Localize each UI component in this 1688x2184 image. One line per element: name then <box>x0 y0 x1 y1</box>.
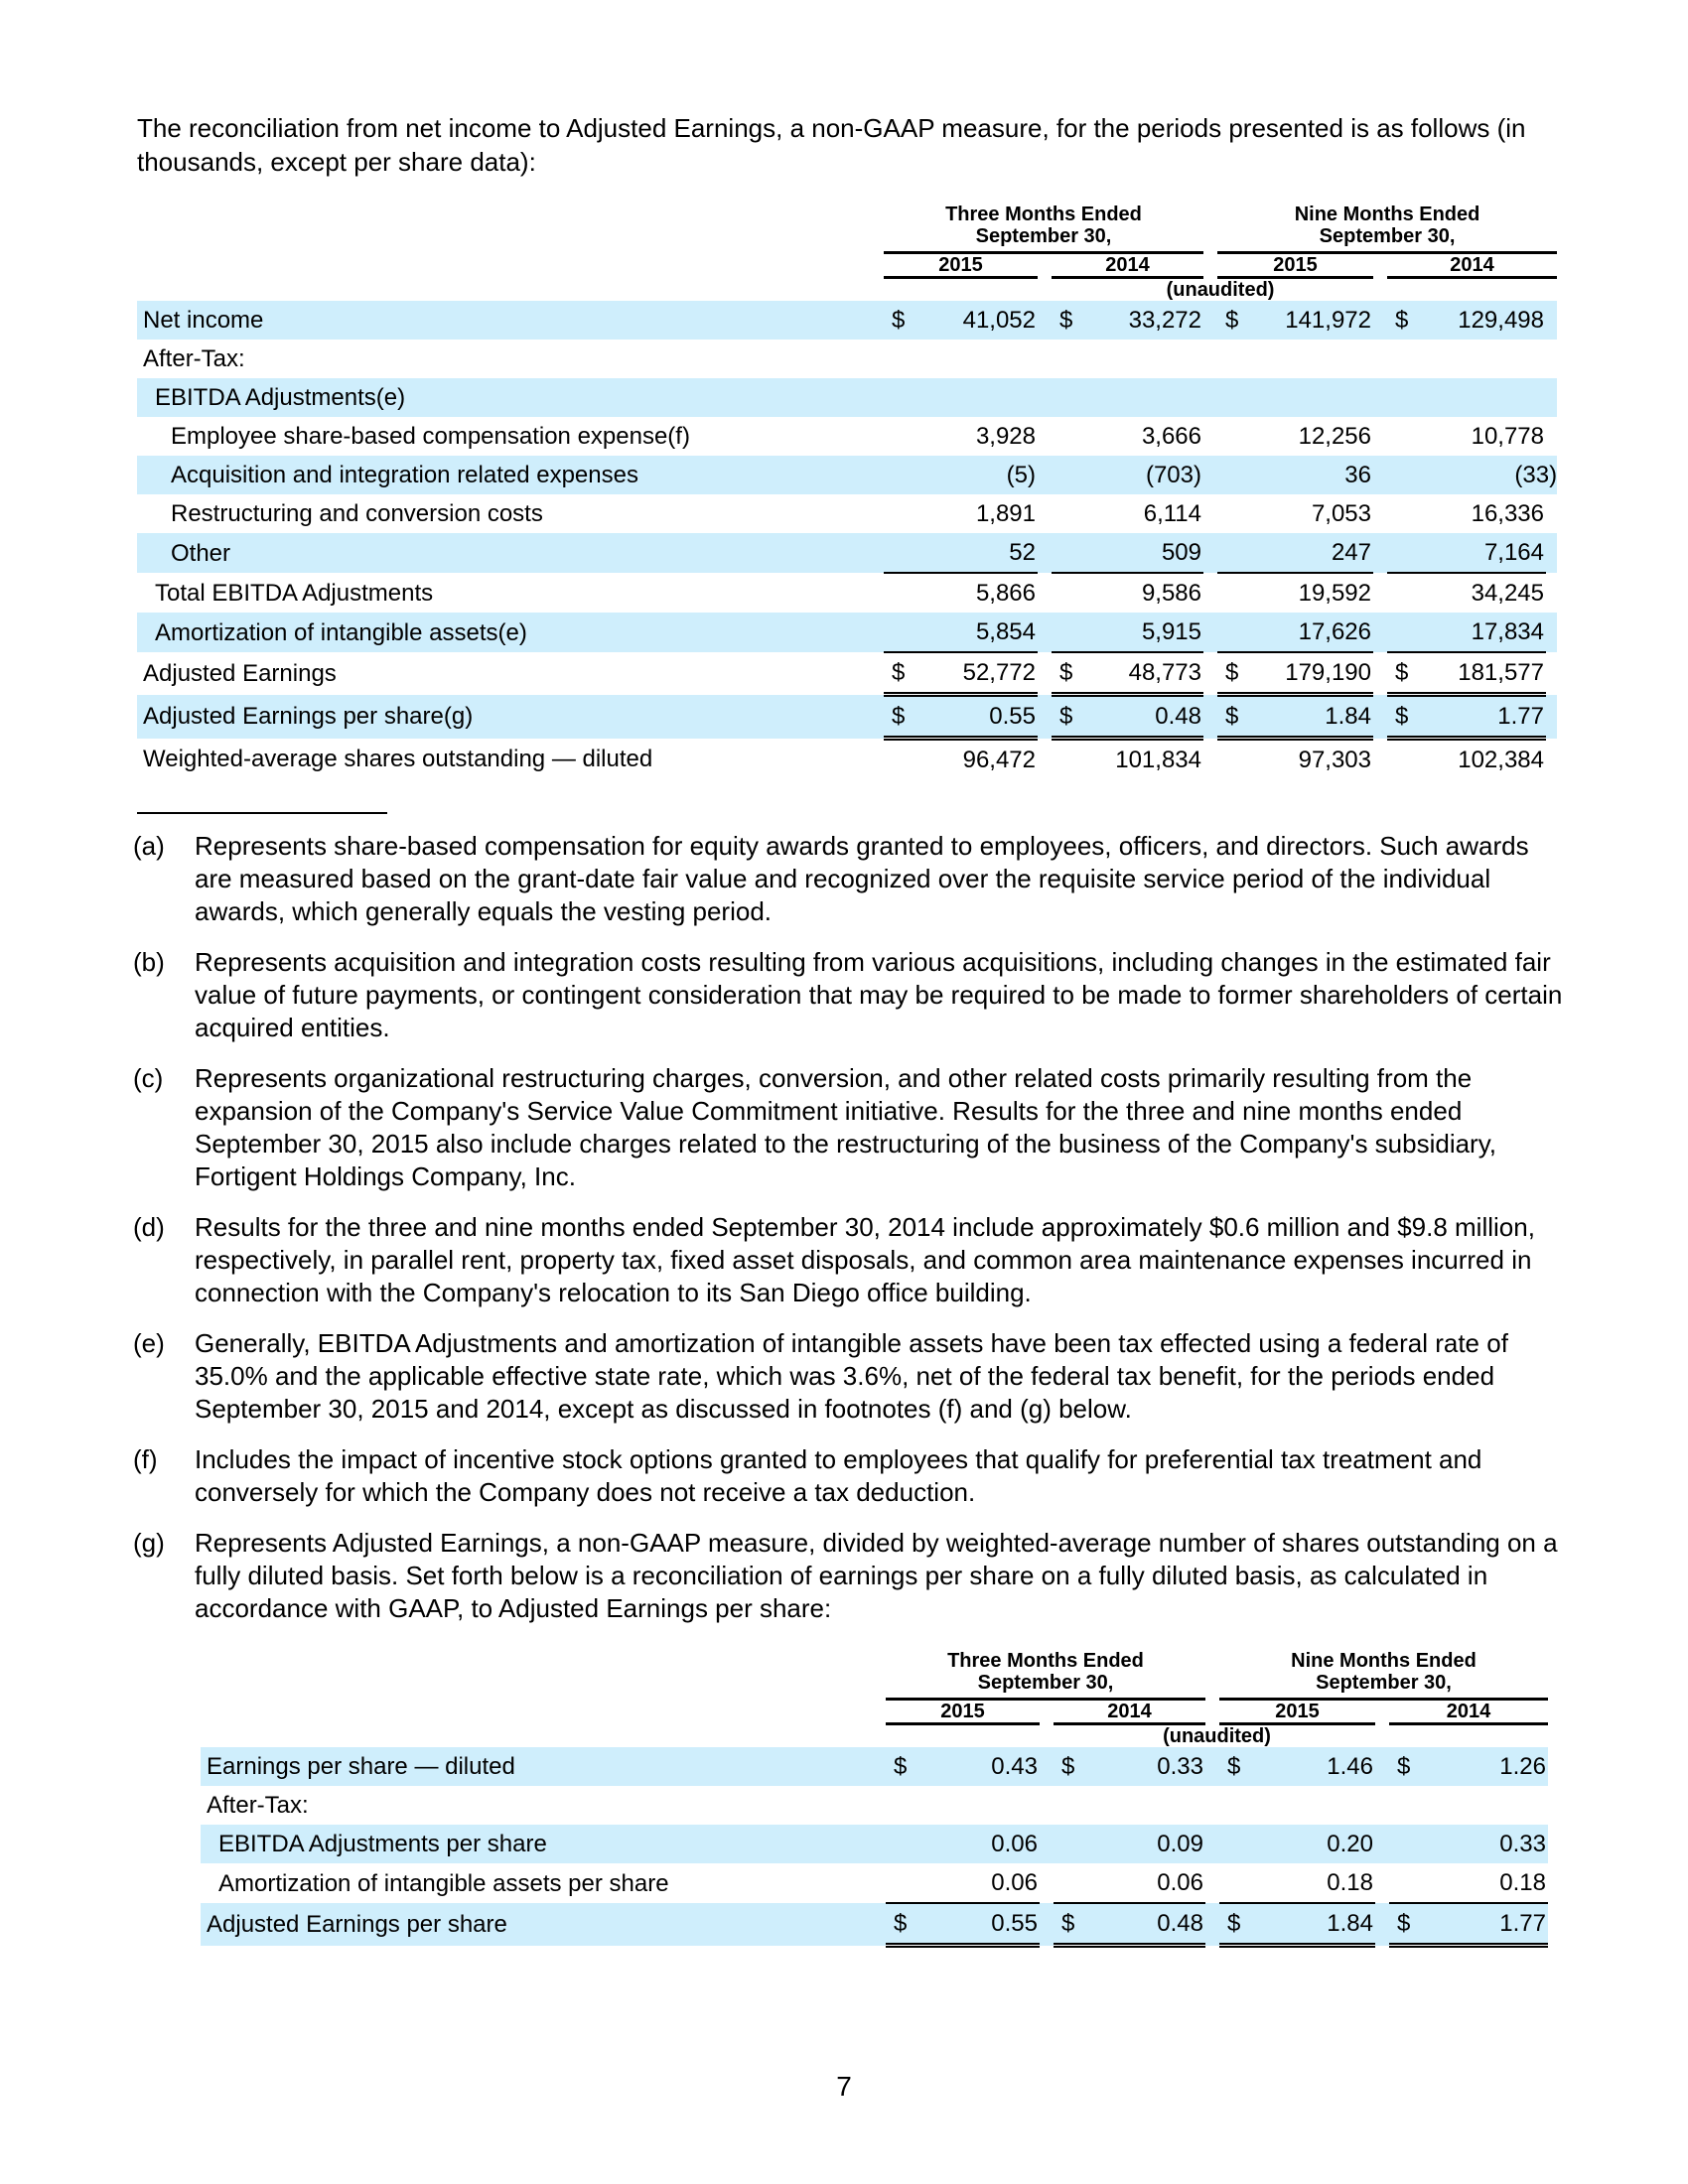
row-label: Amortization of intangible assets per share <box>218 1869 669 1897</box>
table-row <box>137 739 1557 780</box>
table-row <box>201 1863 1548 1903</box>
table-row <box>137 456 1557 494</box>
header-year: 2015 <box>1217 253 1373 278</box>
cell-value: 0.33 <box>1083 1747 1205 1786</box>
currency-symbol: $ <box>1387 652 1417 695</box>
footnote-text: Includes the impact of incentive stock options granted to employees that qualify for preferential tax treatment and conversely for which the Company does not receive a tax deduction. <box>195 1444 1482 1507</box>
footnote-label: (a) <box>133 831 165 861</box>
footnote <box>133 1527 1563 1625</box>
currency-symbol: $ <box>1052 301 1081 340</box>
currency-symbol: $ <box>1052 652 1081 695</box>
row-label: Net income <box>137 301 884 340</box>
footnote <box>133 1327 1563 1426</box>
table-row <box>137 573 1557 613</box>
table-row <box>137 652 1557 695</box>
currency-symbol: $ <box>884 652 914 695</box>
row-label: After-Tax: <box>207 1792 309 1819</box>
header-year: 2014 <box>1054 1700 1205 1724</box>
header-unaudited: (unaudited) <box>1163 1725 1271 1747</box>
footnote-divider <box>137 812 387 814</box>
cell-value: 0.18 <box>1499 1869 1546 1896</box>
footnote-label: (f) <box>133 1444 158 1474</box>
cell-value: 1.77 <box>1419 1903 1548 1946</box>
cell-value: 0.20 <box>1249 1825 1375 1863</box>
row-label: Weighted-average shares outstanding — diluted <box>143 745 653 772</box>
cell-value: 41,052 <box>914 301 1038 340</box>
header-year: 2015 <box>886 1700 1040 1724</box>
header-year: 2014 <box>1389 1700 1548 1724</box>
table-row <box>201 1747 1548 1786</box>
row-label: Other <box>137 533 884 573</box>
row-label: Acquisition and integration related expenses <box>137 456 884 494</box>
row-label: Restructuring and conversion costs <box>171 500 543 527</box>
header-year: 2014 <box>1052 253 1203 278</box>
row-label: Earnings per share — diluted <box>201 1747 886 1786</box>
cell-value: 9,586 <box>1081 573 1203 613</box>
currency-symbol: $ <box>1389 1903 1419 1946</box>
cell-value: 1.84 <box>1249 1903 1375 1946</box>
footnote-text: Represents share-based compensation for equity awards granted to employees, officers, and directors. Such awards are measured based on the grant-date fair value and recognized over the requisite service period of the individual awards, which generally equals the vesting period. <box>195 831 1529 926</box>
row-label: EBITDA Adjustments(e) <box>137 378 884 417</box>
cell-value: 52,772 <box>914 652 1038 695</box>
header-year: 2014 <box>1387 253 1557 278</box>
table-row <box>137 417 1557 456</box>
eps-reconciliation-table <box>201 1650 1548 1948</box>
cell-value: 36 <box>1247 456 1373 494</box>
intro-paragraph: The reconciliation from net income to Adjusted Earnings, a non-GAAP measure, for the periods presented is as follows (in thousands, except per share data): <box>137 113 1526 177</box>
header-year: 2015 <box>884 253 1038 278</box>
cell-value: 52 <box>914 533 1038 573</box>
currency-symbol: $ <box>1219 1903 1249 1946</box>
cell-value: 1.46 <box>1249 1747 1375 1786</box>
currency-symbol: $ <box>1054 1747 1083 1786</box>
cell-value: 3,666 <box>1141 423 1201 450</box>
table-row <box>201 1903 1548 1946</box>
cell-value: 0.09 <box>1083 1825 1205 1863</box>
footnotes <box>133 830 1563 1643</box>
footnote-text: Generally, EBITDA Adjustments and amortization of intangible assets have been tax effected using a federal rate of 35.0% and the applicable effective state rate, which was 3.6%, net of the federal tax benefit, for the periods ended September 30, 2015 and 2014, except as discussed in footnotes (f) and (g) below. <box>195 1328 1508 1424</box>
footnote-label: (c) <box>133 1063 164 1093</box>
footnote-label: (e) <box>133 1328 165 1358</box>
row-label: Adjusted Earnings per share <box>201 1903 886 1946</box>
row-label: Total EBITDA Adjustments <box>155 579 434 607</box>
cell-value: 0.48 <box>1083 1903 1205 1946</box>
table-row <box>201 1786 1548 1825</box>
row-label: After-Tax: <box>143 345 245 372</box>
table-row <box>137 378 1557 417</box>
cell-value: 96,472 <box>962 747 1036 773</box>
row-label: Adjusted Earnings per share(g) <box>137 695 884 739</box>
row-label: Amortization of intangible assets(e) <box>137 613 884 652</box>
cell-value: 0.55 <box>914 695 1038 739</box>
footnote <box>133 1211 1563 1309</box>
currency-symbol: $ <box>884 301 914 340</box>
footnote-text: Represents acquisition and integration costs resulting from various acquisitions, including changes in the estimated fair value of future payments, or contingent consideration that may be required to be made to former shareholders of certain acquired entities. <box>195 947 1563 1042</box>
header-three-months: Three Months Ended September 30, <box>886 1650 1205 1700</box>
footnote-text: Represents organizational restructuring charges, conversion, and other related costs primarily resulting from the expansion of the Company's Service Value Commitment initiative. Results for the three and nine months ended September 30, 2015 also include charges related to the restructuring of the business of the Company's subsidiary, Fortigent Holdings Company, Inc. <box>195 1063 1497 1191</box>
footnote <box>133 830 1563 928</box>
cell-value: 129,498 <box>1417 301 1546 340</box>
row-label: Adjusted Earnings <box>143 659 337 687</box>
currency-symbol: $ <box>886 1903 915 1946</box>
cell-value: 101,834 <box>1115 747 1201 773</box>
currency-symbol: $ <box>1217 301 1247 340</box>
row-label: EBITDA Adjustments per share <box>201 1825 886 1863</box>
cell-value: 1.77 <box>1417 695 1546 739</box>
table-row <box>137 613 1557 652</box>
cell-value: 0.18 <box>1327 1869 1373 1896</box>
cell-value: 0.55 <box>915 1903 1040 1946</box>
cell-value: 6,114 <box>1143 500 1201 527</box>
cell-value: 97,303 <box>1298 747 1371 773</box>
cell-value: 7,164 <box>1417 533 1546 573</box>
footnote-text: Represents Adjusted Earnings, a non-GAAP measure, divided by weighted-average number of shares outstanding on a fully diluted basis. Set forth below is a reconciliation of earnings per share on a fully diluted basis, as calculated in accordance with GAAP, to Adjusted Earnings per share: <box>195 1528 1558 1623</box>
cell-value: 1.26 <box>1419 1747 1548 1786</box>
footnote-label: (b) <box>133 947 165 977</box>
cell-value: 1.84 <box>1247 695 1373 739</box>
currency-symbol: $ <box>886 1747 915 1786</box>
cell-value: 48,773 <box>1081 652 1203 695</box>
cell-value: 0.06 <box>1157 1869 1203 1896</box>
cell-value: 102,384 <box>1458 747 1544 773</box>
cell-value: 3,928 <box>975 423 1036 450</box>
table-row <box>137 340 1557 378</box>
cell-value: 1,891 <box>975 500 1036 527</box>
cell-value: 5,854 <box>914 613 1038 652</box>
cell-value: 5,866 <box>914 573 1038 613</box>
cell-value: 34,245 <box>1417 573 1546 613</box>
cell-value: 17,626 <box>1247 613 1373 652</box>
page-number: 7 <box>836 2071 852 2102</box>
cell-value: 0.48 <box>1081 695 1203 739</box>
cell-value: 12,256 <box>1298 423 1371 450</box>
cell-value: 16,336 <box>1471 500 1544 527</box>
currency-symbol: $ <box>1052 695 1081 739</box>
cell-value: 509 <box>1081 533 1203 573</box>
header-unaudited: (unaudited) <box>1166 279 1275 301</box>
currency-symbol: $ <box>1217 652 1247 695</box>
currency-symbol: $ <box>1219 1747 1249 1786</box>
cell-value: 33,272 <box>1081 301 1203 340</box>
currency-symbol: $ <box>1217 695 1247 739</box>
footnote <box>133 946 1563 1044</box>
cell-value: (5) <box>914 456 1038 494</box>
cell-value: (703) <box>1081 456 1203 494</box>
currency-symbol: $ <box>1387 695 1417 739</box>
table-row <box>137 533 1557 573</box>
cell-value: 247 <box>1247 533 1373 573</box>
cell-value: 7,053 <box>1311 500 1371 527</box>
currency-symbol: $ <box>1054 1903 1083 1946</box>
footnote <box>133 1062 1563 1193</box>
cell-value: 179,190 <box>1247 652 1373 695</box>
header-nine-months: Nine Months Ended September 30, <box>1217 204 1557 253</box>
cell-value: 17,834 <box>1417 613 1546 652</box>
currency-symbol: $ <box>1389 1747 1419 1786</box>
table-row <box>201 1825 1548 1863</box>
cell-value: 5,915 <box>1081 613 1203 652</box>
table-row <box>137 695 1557 739</box>
footnote <box>133 1443 1563 1509</box>
cell-value: 141,972 <box>1247 301 1373 340</box>
cell-value: 181,577 <box>1417 652 1546 695</box>
header-nine-months: Nine Months Ended September 30, <box>1219 1650 1548 1700</box>
row-label: Employee share-based compensation expense(f) <box>171 423 690 450</box>
cell-value: 19,592 <box>1247 573 1373 613</box>
footnote-text: Results for the three and nine months ended September 30, 2014 include approximately $0.6 million and $9.8 million, respectively, in parallel rent, property tax, fixed asset disposals, and common area maintenance expenses incurred in connection with the Company's relocation to its San Diego office building. <box>195 1212 1535 1307</box>
table-row <box>137 494 1557 533</box>
cell-value: (33) <box>1417 456 1557 494</box>
adjusted-earnings-table <box>137 204 1557 779</box>
cell-value: 0.06 <box>915 1825 1040 1863</box>
currency-symbol: $ <box>1387 301 1417 340</box>
header-three-months: Three Months Ended September 30, <box>884 204 1203 253</box>
cell-value: 0.33 <box>1419 1825 1548 1863</box>
table-row <box>137 301 1557 340</box>
footnote-label: (d) <box>133 1212 165 1242</box>
cell-value: 0.43 <box>915 1747 1040 1786</box>
currency-symbol: $ <box>884 695 914 739</box>
cell-value: 10,778 <box>1471 423 1544 450</box>
footnote-label: (g) <box>133 1528 165 1558</box>
header-year: 2015 <box>1219 1700 1375 1724</box>
cell-value: 0.06 <box>991 1869 1038 1896</box>
